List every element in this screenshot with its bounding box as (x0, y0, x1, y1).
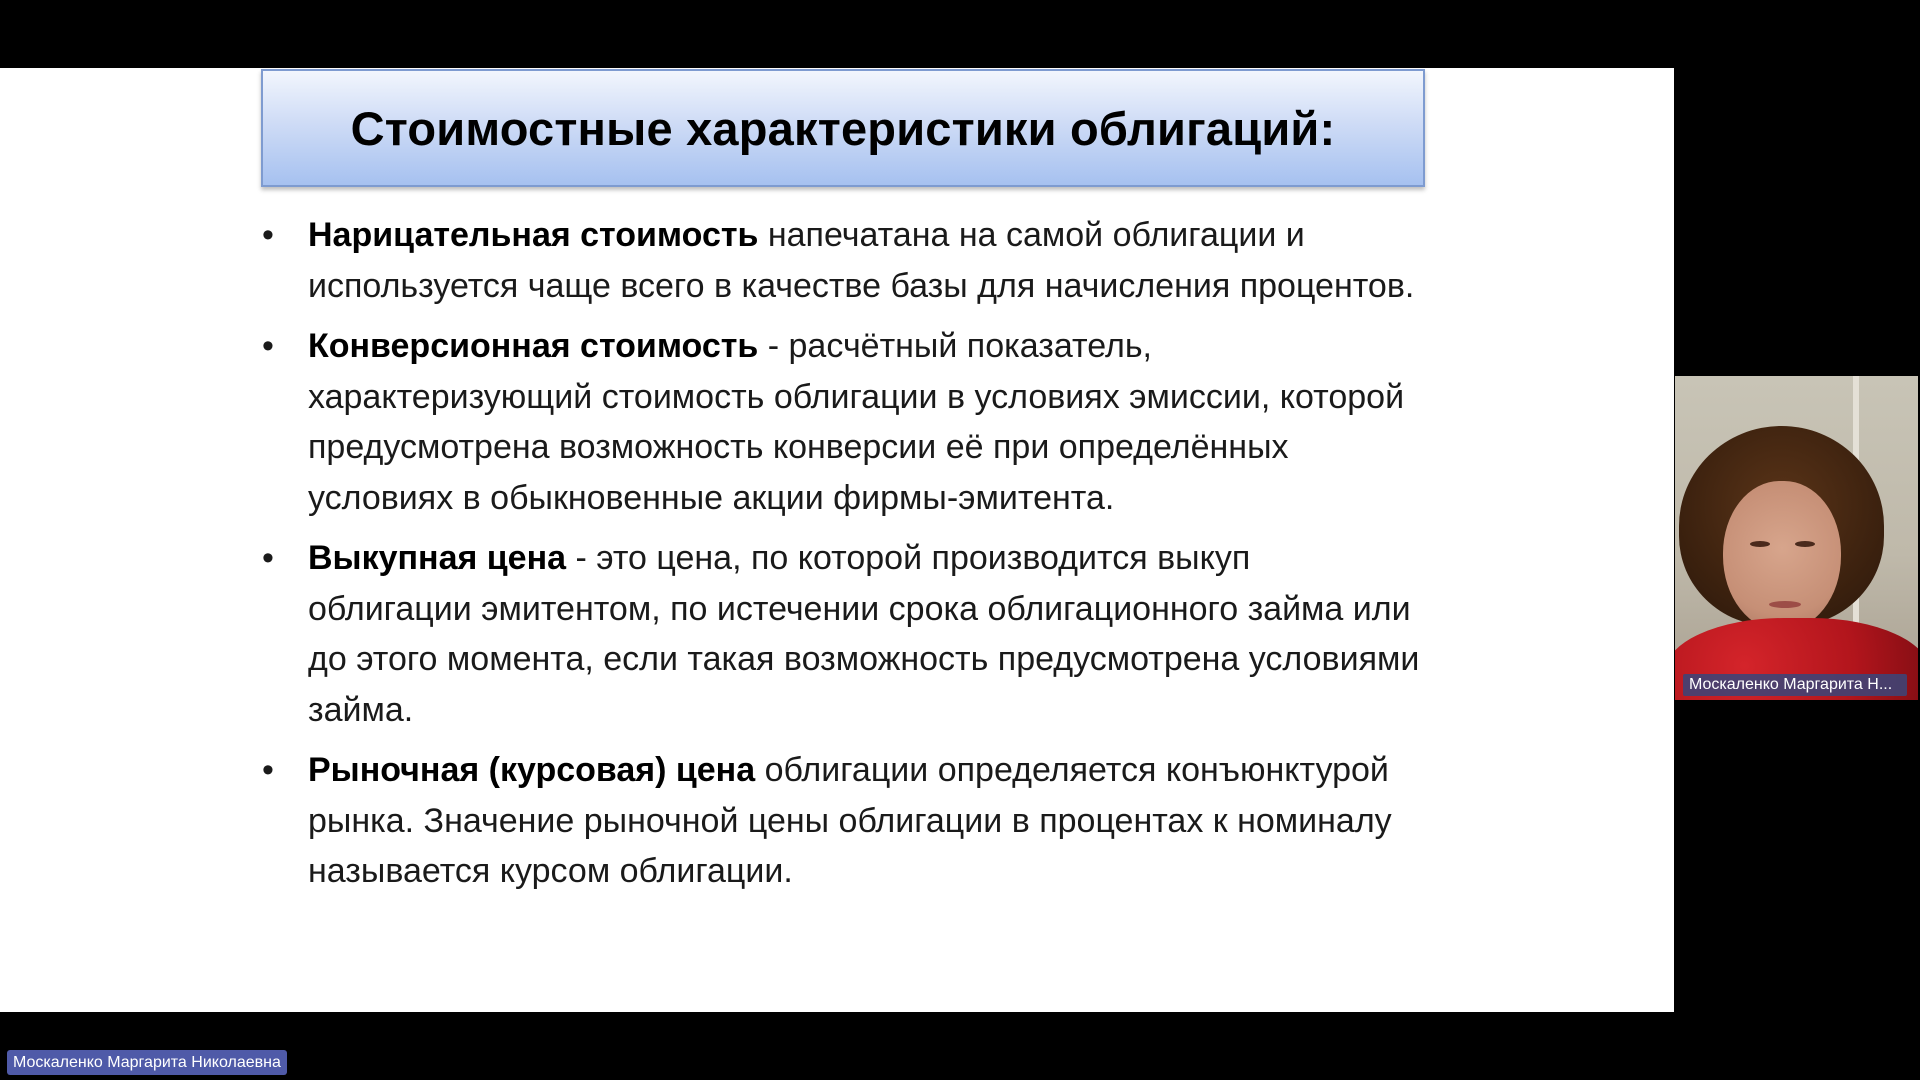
bullet-item (262, 321, 1422, 523)
participant-name-label: Москаленко Маргарита Н... (1683, 674, 1907, 696)
bullet-text: - это цена, по которой производится выкуп облигации эмитентом, по истечении срока облигационного займа или до этого момента, если такая возможность предусмотрена условиями займа. (308, 539, 1420, 729)
bullet-marker: • (262, 327, 274, 365)
bullet-item (262, 745, 1422, 897)
bullet-term: Нарицательная стоимость (308, 216, 759, 254)
presenter-name-label: Москаленко Маргарита Николаевна (7, 1050, 287, 1075)
bullet-marker: • (262, 216, 274, 254)
bullet-list (262, 210, 1422, 907)
bullet-term: Рыночная (курсовая) цена (308, 751, 756, 789)
participant-mouth (1769, 601, 1801, 608)
shared-slide (0, 68, 1674, 1012)
bullet-marker: • (262, 539, 274, 577)
participant-face (1723, 481, 1841, 631)
bullet-text: напечатана на самой облигации и используется чаще всего в качестве базы для начисления процентов. (308, 216, 1415, 305)
bullet-item (262, 533, 1422, 735)
participant-eye-right (1795, 541, 1815, 547)
bullet-item (262, 210, 1422, 311)
bullet-text: - расчётный показатель, характеризующий стоимость облигации в условиях эмиссии, которой предусмотрена возможность конверсии её при определённых условиях в обыкновенные акции фирмы-эмитента. (308, 327, 1405, 517)
bullet-text: облигации определяется конъюнктурой рынка. Значение рыночной цены облигации в процентах к номиналу называется курсом облигации. (308, 751, 1392, 890)
bullet-marker: • (262, 751, 274, 789)
participant-video-tile[interactable] (1675, 376, 1918, 700)
participant-eye-left (1750, 541, 1770, 547)
bullet-term: Конверсионная стоимость (308, 327, 759, 365)
bullet-term: Выкупная цена (308, 539, 567, 577)
slide-title-box (261, 69, 1425, 187)
slide-title: Стоимостные характеристики облигаций: (350, 101, 1336, 155)
